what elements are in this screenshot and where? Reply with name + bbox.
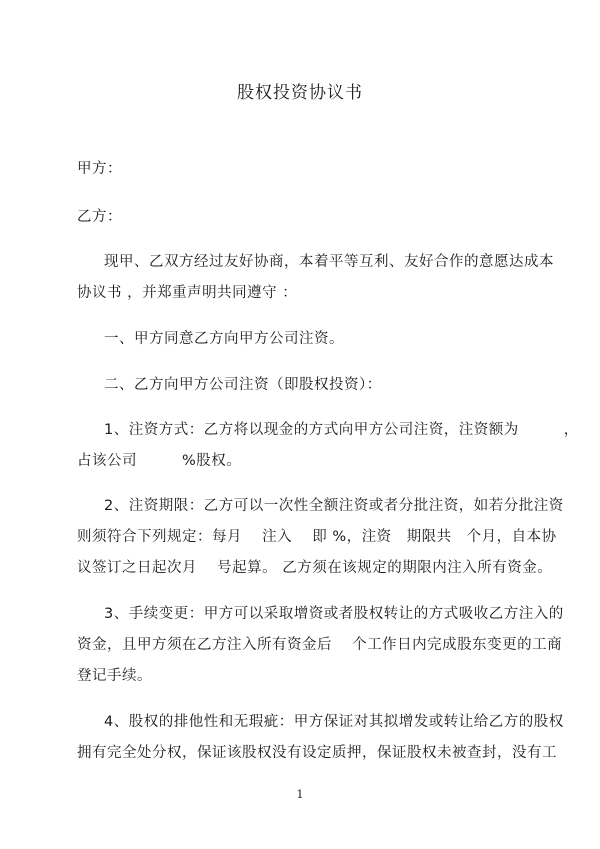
item-3-line-2: 资金，且甲方须在乙方注入所有资金后 个工作日内完成股东变更的工商 [77, 637, 563, 653]
party-a-label: 甲方： [77, 161, 122, 177]
document-title: 股权投资协议书 [237, 83, 363, 103]
item-4-line-2: 拥有完全处分权，保证该股权没有设定质押，保证股权未被查封，没有工 [77, 745, 557, 761]
item-4-line-1: 4、股权的排他性和无瑕疵：甲方保证对其拟增发或转让给乙方的股权 [104, 714, 564, 730]
party-b-label: 乙方： [77, 209, 122, 225]
preamble-line-2: 协议书 ，并郑重声明共同遵守 ： [77, 285, 298, 301]
item-3-line-3: 登记手续。 [77, 668, 152, 684]
item-1-line-2: 占该公司 %股权。 [77, 453, 242, 469]
item-3-line-1: 3、手续变更：甲方可以采取增资或者股权转让的方式吸收乙方注入的 [104, 606, 564, 622]
preamble-line-1: 现甲、乙双方经过友好协商，本着平等互利、友好合作的意愿达成本 [104, 254, 554, 270]
item-2-line-1: 2、注资期限：乙方可以一次性全额注资或者分批注资，如若分批注资 [104, 498, 564, 514]
item-2-line-2: 则须符合下列规定：每月 注入 即 %，注资 期限共 个月，自本协 [77, 529, 557, 545]
item-1-line-1: 1、注资方式：乙方将以现金的方式向甲方公司注资，注资额为 ， [104, 422, 579, 438]
clause-2: 二、乙方向甲方公司注资（即股权投资）： [104, 377, 382, 393]
clause-1: 一、甲方同意乙方向甲方公司注资。 [104, 331, 344, 347]
item-2-line-3: 议签订之日起次月 号起算。 乙方须在该规定的期限内注入所有资金。 [77, 560, 553, 576]
page-number: 1 [296, 788, 304, 801]
